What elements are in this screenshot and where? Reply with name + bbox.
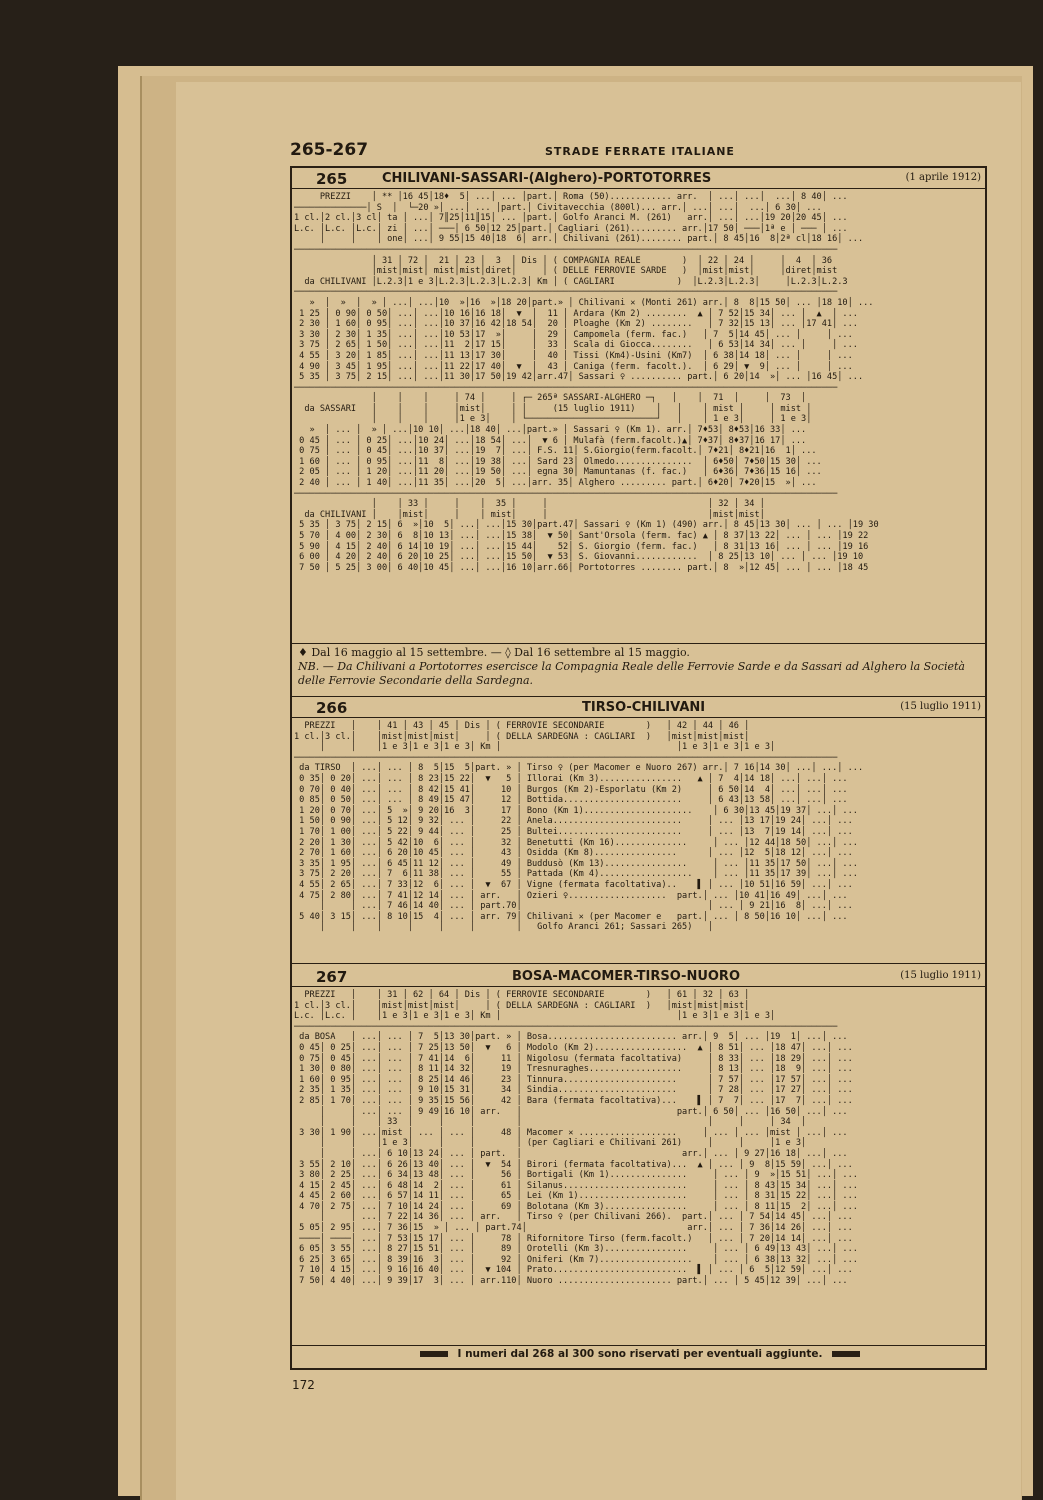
reserved-numbers-footer <box>296 1348 984 1360</box>
pointing-hand-icon <box>420 1351 448 1357</box>
pointing-hand-icon <box>832 1351 860 1357</box>
section-266-timetable <box>294 721 987 933</box>
footer-text: I numeri dal 268 al 300 sono riservati per eventuali aggiunte. <box>457 1348 823 1360</box>
page-header <box>290 140 990 166</box>
header-title: STRADE FERRATE ITALIANE <box>545 145 735 158</box>
section-date: (1 aprile 1912) <box>905 172 981 183</box>
section-title: BOSA-MACOMER-TIRSO-NUORO <box>512 969 740 984</box>
section-date: (15 luglio 1911) <box>900 701 981 712</box>
timetable-265-text: PREZZI │ ** │16 45│18♦ 5│ ...│ ... │part.│ Roma (50)............ arr. │ ...│ ...│ ...│ 8 40│ ... ──────────────│ S │ └─20 »│ ...│ ... │part.│ Civitavecchia (800l)... arr.│ ...│ ...│ ...│ 6 30│ ... 1 cl.│2 cl.│3 cl│ ta │ ...│ 7║25│11║15│ ... │part.│ Golfo Aranci M. (261) arr.│ ...│ ...│19 20│20 45│ ... L.c. │L.c. │L.c.│ zi │ ...│ ───│ 6 50│12 25│part.│ Cagliari (261)......... arr.│17 50│ ───│1ª e │ ─── │ ... │ │ │ one│ ...│ 9 55│15 40│18 6│ arr.│ Chilivani (261)........ part.│ 8 45│16 8│2ª cl│18 16│ ... ───────────────────────────────────────────────────────────────────────────────────────────────────────── │ 31 │ 72 │ 21 │ 23 │ 3 │ Dis │ ( COMPAGNIA REALE ) │ 22 │ 24 │ │ 4 │ 36 │mist│mist│ mist│mist│diret│ │ ( DELLE FERROVIE SARDE ) │mist│mist│ │diret│mist da CHILIVANI │L.2.3│1 e 3│L.2.3│L.2.3│L.2.3│ Km │ ( CAGLIARI ) │L.2.3│L.2.3│ │L.2.3│L.2.3 ───────────────────────────────────────────────────────────────────────────────────────────────────────── » │ » │ » │ ...│ ...│10 »│16 »│18 20│part.» │ Chilivani ✕ (Monti 261) arr.│ 8 8│15 50│ ... │18 10│ ... 1 25 │ 0 90│ 0 50│ ...│ ...│10 16│16 18│ ▼ │ 11 │ Ardara (Km 2) ........ ▲ │ 7 52│15 34│ ... │ ▲ │ ... 2 30 │ 1 60│ 0 95│ ...│ ...│10 37│16 42│18 54│ 20 │ Ploaghe (Km 2) ........ │ 7 32│15 13│ ... │17 41│ ... 3 30 │ 2 30│ 1 35│ ...│ ...│10 53│17 »│ │ 29 │ Campomela (ferm. fac.) │ 7 5│14 45│ ... │ │ ... 3 75 │ 2 65│ 1 50│ ...│ ...│11 2│17 15│ │ 33 │ Scala di Giocca........ │ 6 53│14 34│ ... │ │ ... 4 55 │ 3 20│ 1 85│ ...│ ...│11 13│17 30│ │ 40 │ Tissi (Km4)-Usini (Km7) │ 6 38│14 18│ ... │ │ ... 4 90 │ 3 45│ 1 95│ ...│ ...│11 22│17 40│ ▼ │ 43 │ Caniga (ferm. facolt.). │ 6 29│ ▼ 9│ ... │ │ ... 5 35 │ 3 75│ 2 15│ ...│ ...│11 30│17 50│19 42│arr.47│ Sassari ♀ .......... part.│ 6 20│14 »│ ... │16 45│ ... ───────────────────────────────────────────────────────────────────────────────────────────────────────── │ │ │ │ 74 │ │ ┌─ 265ª SASSARI-ALGHERO ─┐ │ │ 71 │ │ 73 │ da SASSARI │ │ │ │mist│ │ │ (15 luglio 1911) │ │ │ mist │ │ mist │ │ │ │ │1 e 3│ │ └─────────────────────────┘ │ │ 1 e 3│ │ 1 e 3│ » │ ... │ » │ ...│10 10│ ...│18 40│ ...│part.» │ Sassari ♀ (Km 1). arr.│ 7♦53│ 8♦53│16 33│ ... 0 45 │ ... │ 0 25│ ...│10 24│ ...│18 54│ ...│ ▼ 6 │ Mulafà (ferm.facolt.)▲│ 7♦37│ 8♦37│16 17│ ... 0 75 │ ... │ 0 45│ ...│10 37│ ...│19 7│ ...│ F.S. 11│ S.Giorgio(ferm.facolt.│ 7♦21│ 8♦21│16 1│ ... 1 60 │ ... │ 0 95│ ...│11 8│ ...│19 38│ ...│ Sard 23│ Olmedo............... │ 6♦50│ 7♦50│15 30│ ... 2 05 │ ... │ 1 20│ ...│11 20│ ...│19 50│ ...│ egna 30│ Mamuntanas (f. fac.) │ 6♦36│ 7♦36│15 16│ ... 2 40 │ ... │ 1 40│ ...│11 35│ ...│20 5│ ...│arr. 35│ Alghero ......... part.│ 6♦20│ 7♦20│15 »│ ... ───────────────────────────────────────────────────────────────────────────────────────────────────────── │ │ 33 │ │ │ 35 │ │ │ 32 │ 34 │ da CHILIVANI │ │mist│ │ │ mist│ │ │mist│mist│ 5 35 │ 3 75│ 2 15│ 6 »│10 5│ ...│ ...│15 30│part.47│ Sassari ♀ (Km 1) (490) arr.│ 8 45│13 30│ ... │ ... │19 30 5 70 │ 4 00│ 2 30│ 6 8│10 13│ ...│ ...│15 38│ ▼ 50│ Sant'Orsola (ferm. fac) ▲ │ 8 37│13 22│ ... │ ... │19 22 5 90 │ 4 15│ 2 40│ 6 14│10 19│ ...│ ...│15 44│ 52│ S. Giorgio (ferm. fac.) │ 8 31│13 16│ ... │ ... │19 16 6 00 │ 4 20│ 2 40│ 6 20│10 25│ ...│ ...│15 50│ ▼ 53│ S. Giovanni............ │ 8 25│13 10│ ... │ ... │19 10 7 50 │ 5 25│ 3 00│ 6 40│10 45│ ...│ ...│16 10│arr.66│ Portotorres ........ part.│ 8 »│12 45│ ... │ ... │18 45 <box>294 192 879 573</box>
section-265-timetable <box>294 192 987 573</box>
notes <box>298 646 983 688</box>
section-number: 265 <box>316 170 348 188</box>
section-266-header <box>290 697 987 718</box>
section-date: (15 luglio 1911) <box>900 970 981 981</box>
timetable-266-text: PREZZI │ │ 41 │ 43 │ 45 │ Dis │ ( FERROVIE SECONDARIE ) │ 42 │ 44 │ 46 │ 1 cl.│3 cl.│ │mist│mist│mist│ │ ( DELLA SARDEGNA : CAGLIARI ) │mist│mist│mist│ │ │ │1 e 3│1 e 3│1 e 3│ Km │ │1 e 3│1 e 3│1 e 3│ ───────────────────────────────────────────────────────────────────────────────────────────────────────── da TIRSO │ ...│ ... │ 8 5│15 5│part. » │ Tirso ♀ (per Macomer e Nuoro 267) arr.│ 7 16│14 30│ ...│ ...│ ... 0 35│ 0 20│ ...│ ... │ 8 23│15 22│ ▼ 5 │ Illorai (Km 3)................ ▲ │ 7 4│14 18│ ...│ ...│ ... 0 70│ 0 40│ ...│ ... │ 8 42│15 41│ 10 │ Burgos (Km 2)-Esporlatu (Km 2) │ 6 50│14 4│ ...│ ...│ ... 0 85│ 0 50│ ...│ ... │ 8 49│15 47│ 12 │ Bottida....................... │ 6 43│13 58│ ...│ ...│ ... 1 20│ 0 70│ ...│ 5 »│ 9 20│16 3│ 17 │ Bono (Km 1)..................... │ 6 30│13 45│19 37│ ...│ ... 1 50│ 0 90│ ...│ 5 12│ 9 32│ ... │ 22 │ Anela......................... │ ... │13 17│19 24│ ...│ ... 1 70│ 1 00│ ...│ 5 22│ 9 44│ ... │ 25 │ Bultei........................ │ ... │13 7│19 14│ ...│ ... 2 20│ 1 30│ ...│ 5 42│10 6│ ... │ 32 │ Benetutti (Km 16).............. │ ... │12 44│18 50│ ...│ ... 2 70│ 1 60│ ...│ 6 20│10 45│ ... │ 43 │ Osidda (Km 8)................ │ ... │12 5│18 12│ ...│ ... 3 35│ 1 95│ ...│ 6 45│11 12│ ... │ 49 │ Buddusò (Km 13)................ │ ... │11 35│17 50│ ...│ ... 3 75│ 2 20│ ...│ 7 6│11 38│ ... │ 55 │ Pattada (Km 4).................. │ ... │11 35│17 39│ ...│ ... 4 55│ 2 65│ ...│ 7 33│12 6│ ... │ ▼ 67 │ Vigne (fermata facoltativa).. ▌ │ ... │10 51│16 59│ ...│ ... 4 75│ 2 80│ ...│ 7 41│12 14│ ... │ arr. │ Ozieri ♀................... part.│ ... │10 41│16 49│ ...│ ... │ │ ...│ 7 46│14 40│ ... │ part.70│ │ ... │ 9 21│16 8│ ...│ ... 5 40│ 3 15│ ...│ 8 10│15 4│ ... │ arr. 79│ Chilivani ✕ (per Macomer e part.│ ... │ 8 50│16 10│ ...│ ... │ │ │ │ │ │ │ Golfo Aranci 261; Sassari 265) │ <box>294 721 864 933</box>
note-line-1: ♦ Dal 16 maggio al 15 settembre. — ◊ Dal 16 settembre al 15 maggio. <box>298 646 690 659</box>
section-266 <box>290 696 987 964</box>
section-title: TIRSO-CHILIVANI <box>582 700 706 715</box>
timetable-267-text: PREZZI │ │ 31 │ 62 │ 64 │ Dis │ ( FERROVIE SECONDARIE ) │ 61 │ 32 │ 63 │ 1 cl.│3 cl.│ │mist│mist│mist│ │ ( DELLA SARDEGNA : CAGLIARI ) │mist│mist│mist│ L.c. │L.c. │ │1 e 3│1 e 3│1 e 3│ Km │ │1 e 3│1 e 3│1 e 3│ ───────────────────────────────────────────────────────────────────────────────────────────────────────── da BOSA │ ...│ ... │ 7 5│13 30│part. » │ Bosa......................... arr.│ 9 5│ ... │19 1│ ...│ ... 0 45│ 0 25│ ...│ ... │ 7 25│13 50│ ▼ 6 │ Modolo (Km 2).................. ▲ │ 8 51│ ... │18 47│ ...│ ... 0 75│ 0 45│ ...│ ... │ 7 41│14 6│ 11 │ Nigolosu (fermata facoltativa) │ 8 33│ ... │18 29│ ...│ ... 1 30│ 0 80│ ...│ ... │ 8 11│14 32│ 19 │ Tresnuraghes.................. │ 8 13│ ... │18 9│ ...│ ... 1 60│ 0 95│ ...│ ... │ 8 25│14 46│ 23 │ Tinnura...................... │ 7 57│ ... │17 57│ ...│ ... 2 35│ 1 35│ ...│ ... │ 9 10│15 31│ 34 │ Sindia....................... │ 7 28│ ... │17 27│ ...│ ... 2 85│ 1 70│ ...│ ... │ 9 35│15 56│ 42 │ Bara (fermata facoltativa)... ▌ │ 7 7│ ... │17 7│ ...│ ... │ │ ...│ ... │ 9 49│16 10│ arr. │ part.│ 6 50│ ... │16 50│ ...│ ... │ │ │ 33 │ │ │ │ │ │ │ 34 │ 3 30│ 1 90│ ...│mist │ ... │ ... │ 48 │ Macomer ✕ ................... │ ... │ ... │mist │ ...│ ... │ │ │1 e 3│ │ │ │ (per Cagliari e Chilivani 261) │ │ │1 e 3│ │ │ ...│ 6 10│13 24│ ... │ part. │ arr.│ ... │ 9 27│16 18│ ...│ ... 3 55│ 2 10│ ...│ 6 26│13 40│ ... │ ▼ 54 │ Birori (fermata facoltativa)... ▲ │ ... │ 9 8│15 59│ ...│ ... 3 80│ 2 25│ ...│ 6 34│13 48│ ... │ 56 │ Bortigali (Km 1)............... │ ... │ 9 »│15 51│ ...│ ... 4 15│ 2 45│ ...│ 6 48│14 2│ ... │ 61 │ Silanus........................ │ ... │ 8 43│15 34│ ...│ ... 4 45│ 2 60│ ...│ 6 57│14 11│ ... │ 65 │ Lei (Km 1)..................... │ ... │ 8 31│15 22│ ...│ ... 4 70│ 2 75│ ...│ 7 10│14 24│ ... │ 69 │ Bolotana (Km 3)................ │ ... │ 8 11│15 2│ ...│ ... │ │ ...│ 7 22│14 36│ ... │ arr. │ Tirso ♀ (per Chilivani 266). part.│ ... │ 7 54│14 45│ ...│ ... 5 05│ 2 95│ ...│ 7 36│15 » │ ... │ part.74│ arr.│ ... │ 7 36│14 26│ ...│ ... ────│ ────│ ...│ 7 53│15 17│ ... │ 78 │ Rifornitore Tirso (ferm.facolt.) │ ... │ 7 20│14 14│ ...│ ... 6 05│ 3 55│ ...│ 8 27│15 51│ ... │ 89 │ Orotelli (Km 3)................ │ ... │ 6 49│13 43│ ...│ ... 6 25│ 3 65│ ...│ 8 39│16 3│ ... │ 92 │ Oniferi (Km 7).................. │ ... │ 6 38│13 32│ ...│ ... 7 10│ 4 15│ ...│ 9 16│16 40│ ... │ ▼ 104 │ Prato.......................... ▌ │ ... │ 6 5│12 59│ ...│ ... 7 50│ 4 40│ ...│ 9 39│17 3│ ... │ arr.110│ Nuoro ...................... part.│ ... │ 5 45│12 39│ ...│ ... <box>294 990 858 1287</box>
page-number: 172 <box>292 1378 315 1392</box>
section-number: 266 <box>316 699 348 717</box>
section-number: 267 <box>316 968 348 986</box>
section-267-header <box>290 966 987 987</box>
section-267 <box>290 966 987 1346</box>
header-page-range: 265-267 <box>290 140 369 160</box>
section-265 <box>290 168 987 644</box>
note-line-2: NB. — Da Chilivani a Portotorres esercisce la Compagnia Reale delle Ferrovie Sarde e da Sassari ad Alghero la Società delle Ferrovie Secondarie della Sardegna. <box>298 660 965 687</box>
section-265-header <box>290 168 987 189</box>
section-267-timetable <box>294 990 987 1287</box>
section-title: CHILIVANI-SASSARI-(Alghero)-PORTOTORRES <box>382 171 712 186</box>
